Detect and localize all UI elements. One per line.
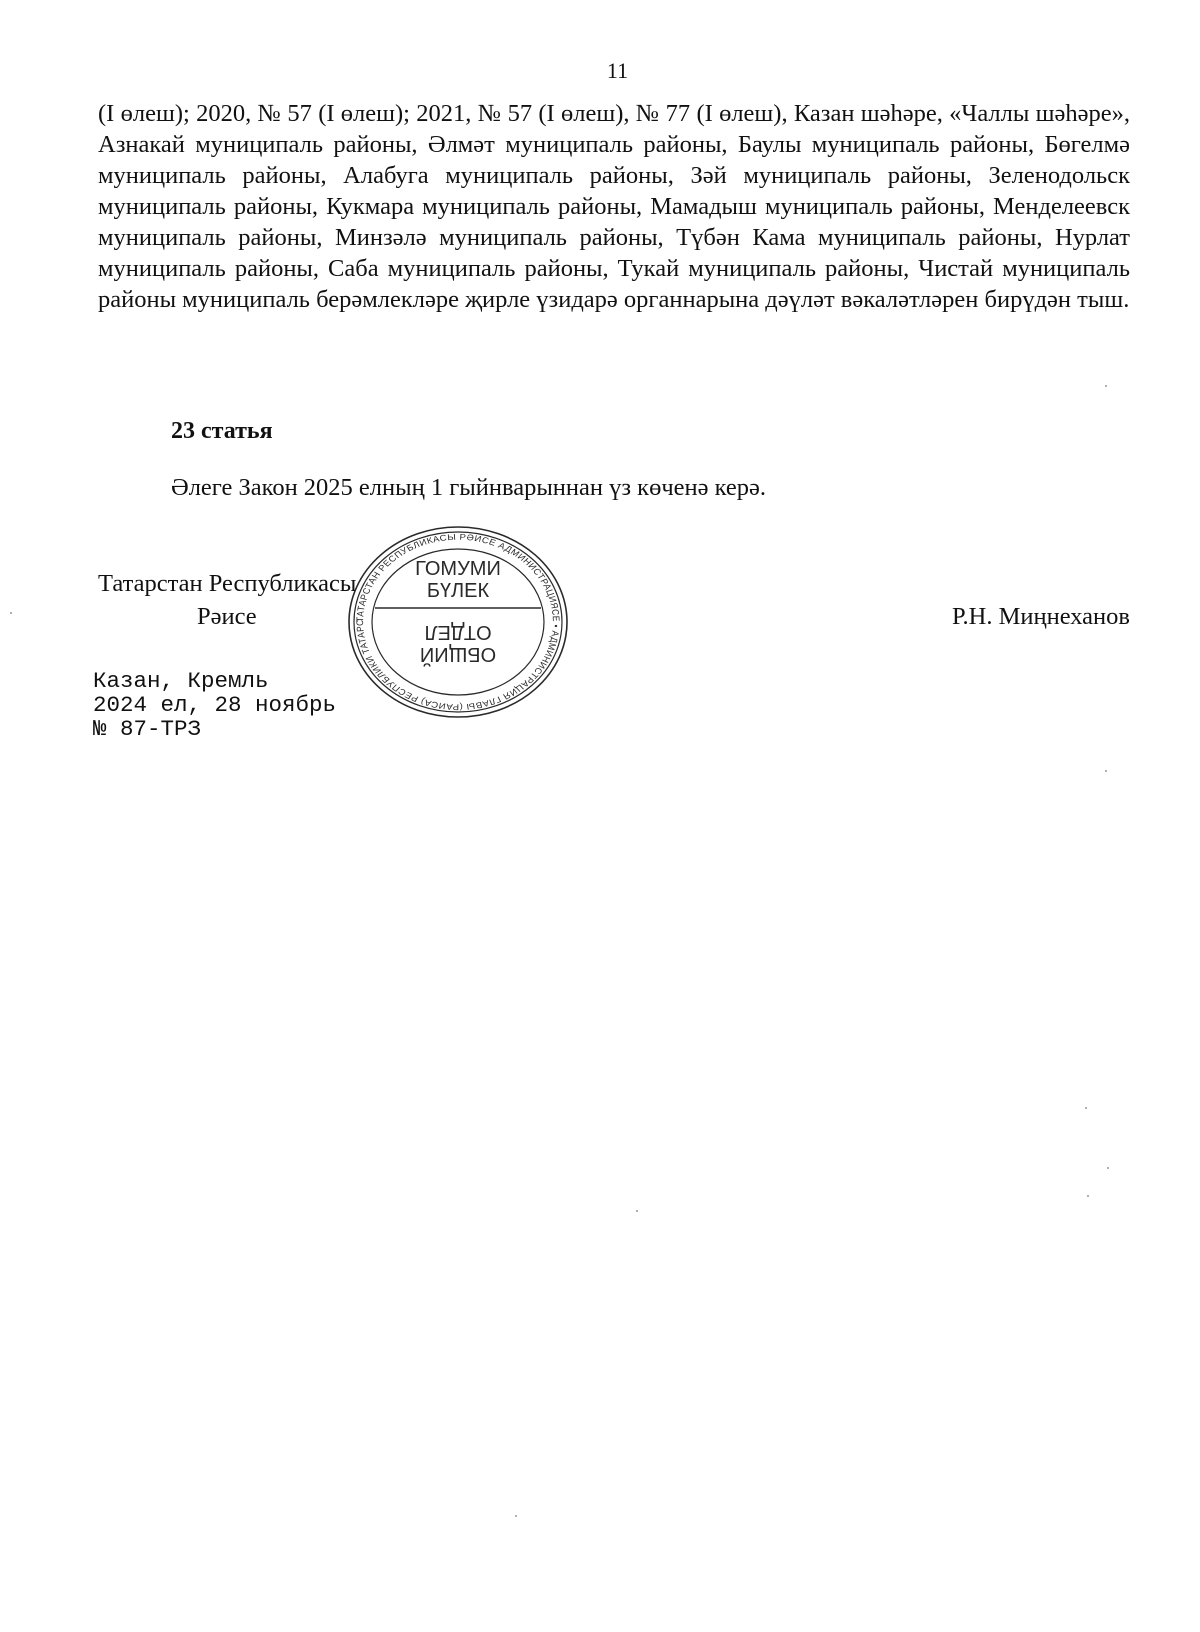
article-heading: 23 статья xyxy=(171,418,273,444)
stamp-line2: БҮЛЕК xyxy=(426,580,490,602)
scan-speck xyxy=(1107,1167,1109,1169)
stamp-line1: ГОМУМИ xyxy=(415,558,501,580)
stamp-line4-inverted: ОТДЕЛ xyxy=(424,621,492,643)
place-text: Казан, Кремль xyxy=(93,668,269,694)
body-paragraph: (I өлеш); 2020, № 57 (I өлеш); 2021, № 57 (I өлеш), № 77 (I өлеш), Казан шәһәре, «Чаллы шәһәре», Азнакай муниципаль районы, Әлмәт муниципаль районы, Баулы муниципаль районы, Бөгелмә муниципаль районы, Алабуга муниципаль районы, Зәй муниципаль районы, Зеленодольск муниципаль районы, Кукмара муниципаль районы, Мамадыш муниципаль районы, Менделеевск муниципаль районы, Минзәлә муниципаль районы, Түбән Кама муниципаль районы, Нурлат муниципаль районы, Саба муниципаль районы, Тукай муниципаль районы, Чистай муниципаль районы муниципаль берәмлекләре җирле үзидарә органнарына дәүләт вәкаләтләрен бирүдән тыш. xyxy=(98,100,1130,313)
stamp-ring-textpath: ТАТАРСТАН РЕСПУБЛИКАСЫ РӘИСЕ АДМИНИСТРАЦИЯСЕ • АДМИНИСТРАЦИЯ ГЛАВЫ (РАИСА) РЕСПУБЛИКИ ТАТАРС xyxy=(354,532,562,712)
scan-speck xyxy=(1105,385,1107,387)
date-text: 2024 ел, 28 ноябрь xyxy=(93,692,337,718)
law-number: № 87-ТРЗ xyxy=(93,716,202,742)
signer-title-line1: Татарстан Республикасы xyxy=(98,570,357,597)
scan-speck xyxy=(636,1210,638,1212)
stamp-line3-inverted: ОБЩИЙ xyxy=(419,643,497,665)
scan-speck xyxy=(1105,770,1107,772)
scan-speck xyxy=(1085,1107,1087,1109)
official-stamp xyxy=(337,519,579,725)
signer-name: Р.Н. Миңнеханов xyxy=(951,603,1130,630)
article-text: Әлеге Закон 2025 елның 1 гыйнварыннан үз көченә керә. xyxy=(171,474,767,501)
scan-speck xyxy=(515,1515,517,1517)
page-number: 11 xyxy=(606,58,629,83)
signer-title-line2: Рәисе xyxy=(197,603,257,630)
scan-speck xyxy=(1087,1195,1089,1197)
scan-speck xyxy=(10,612,12,614)
stamp-graphic xyxy=(337,519,579,725)
stamp-ring-text xyxy=(337,519,562,712)
place-date-block xyxy=(93,669,336,741)
